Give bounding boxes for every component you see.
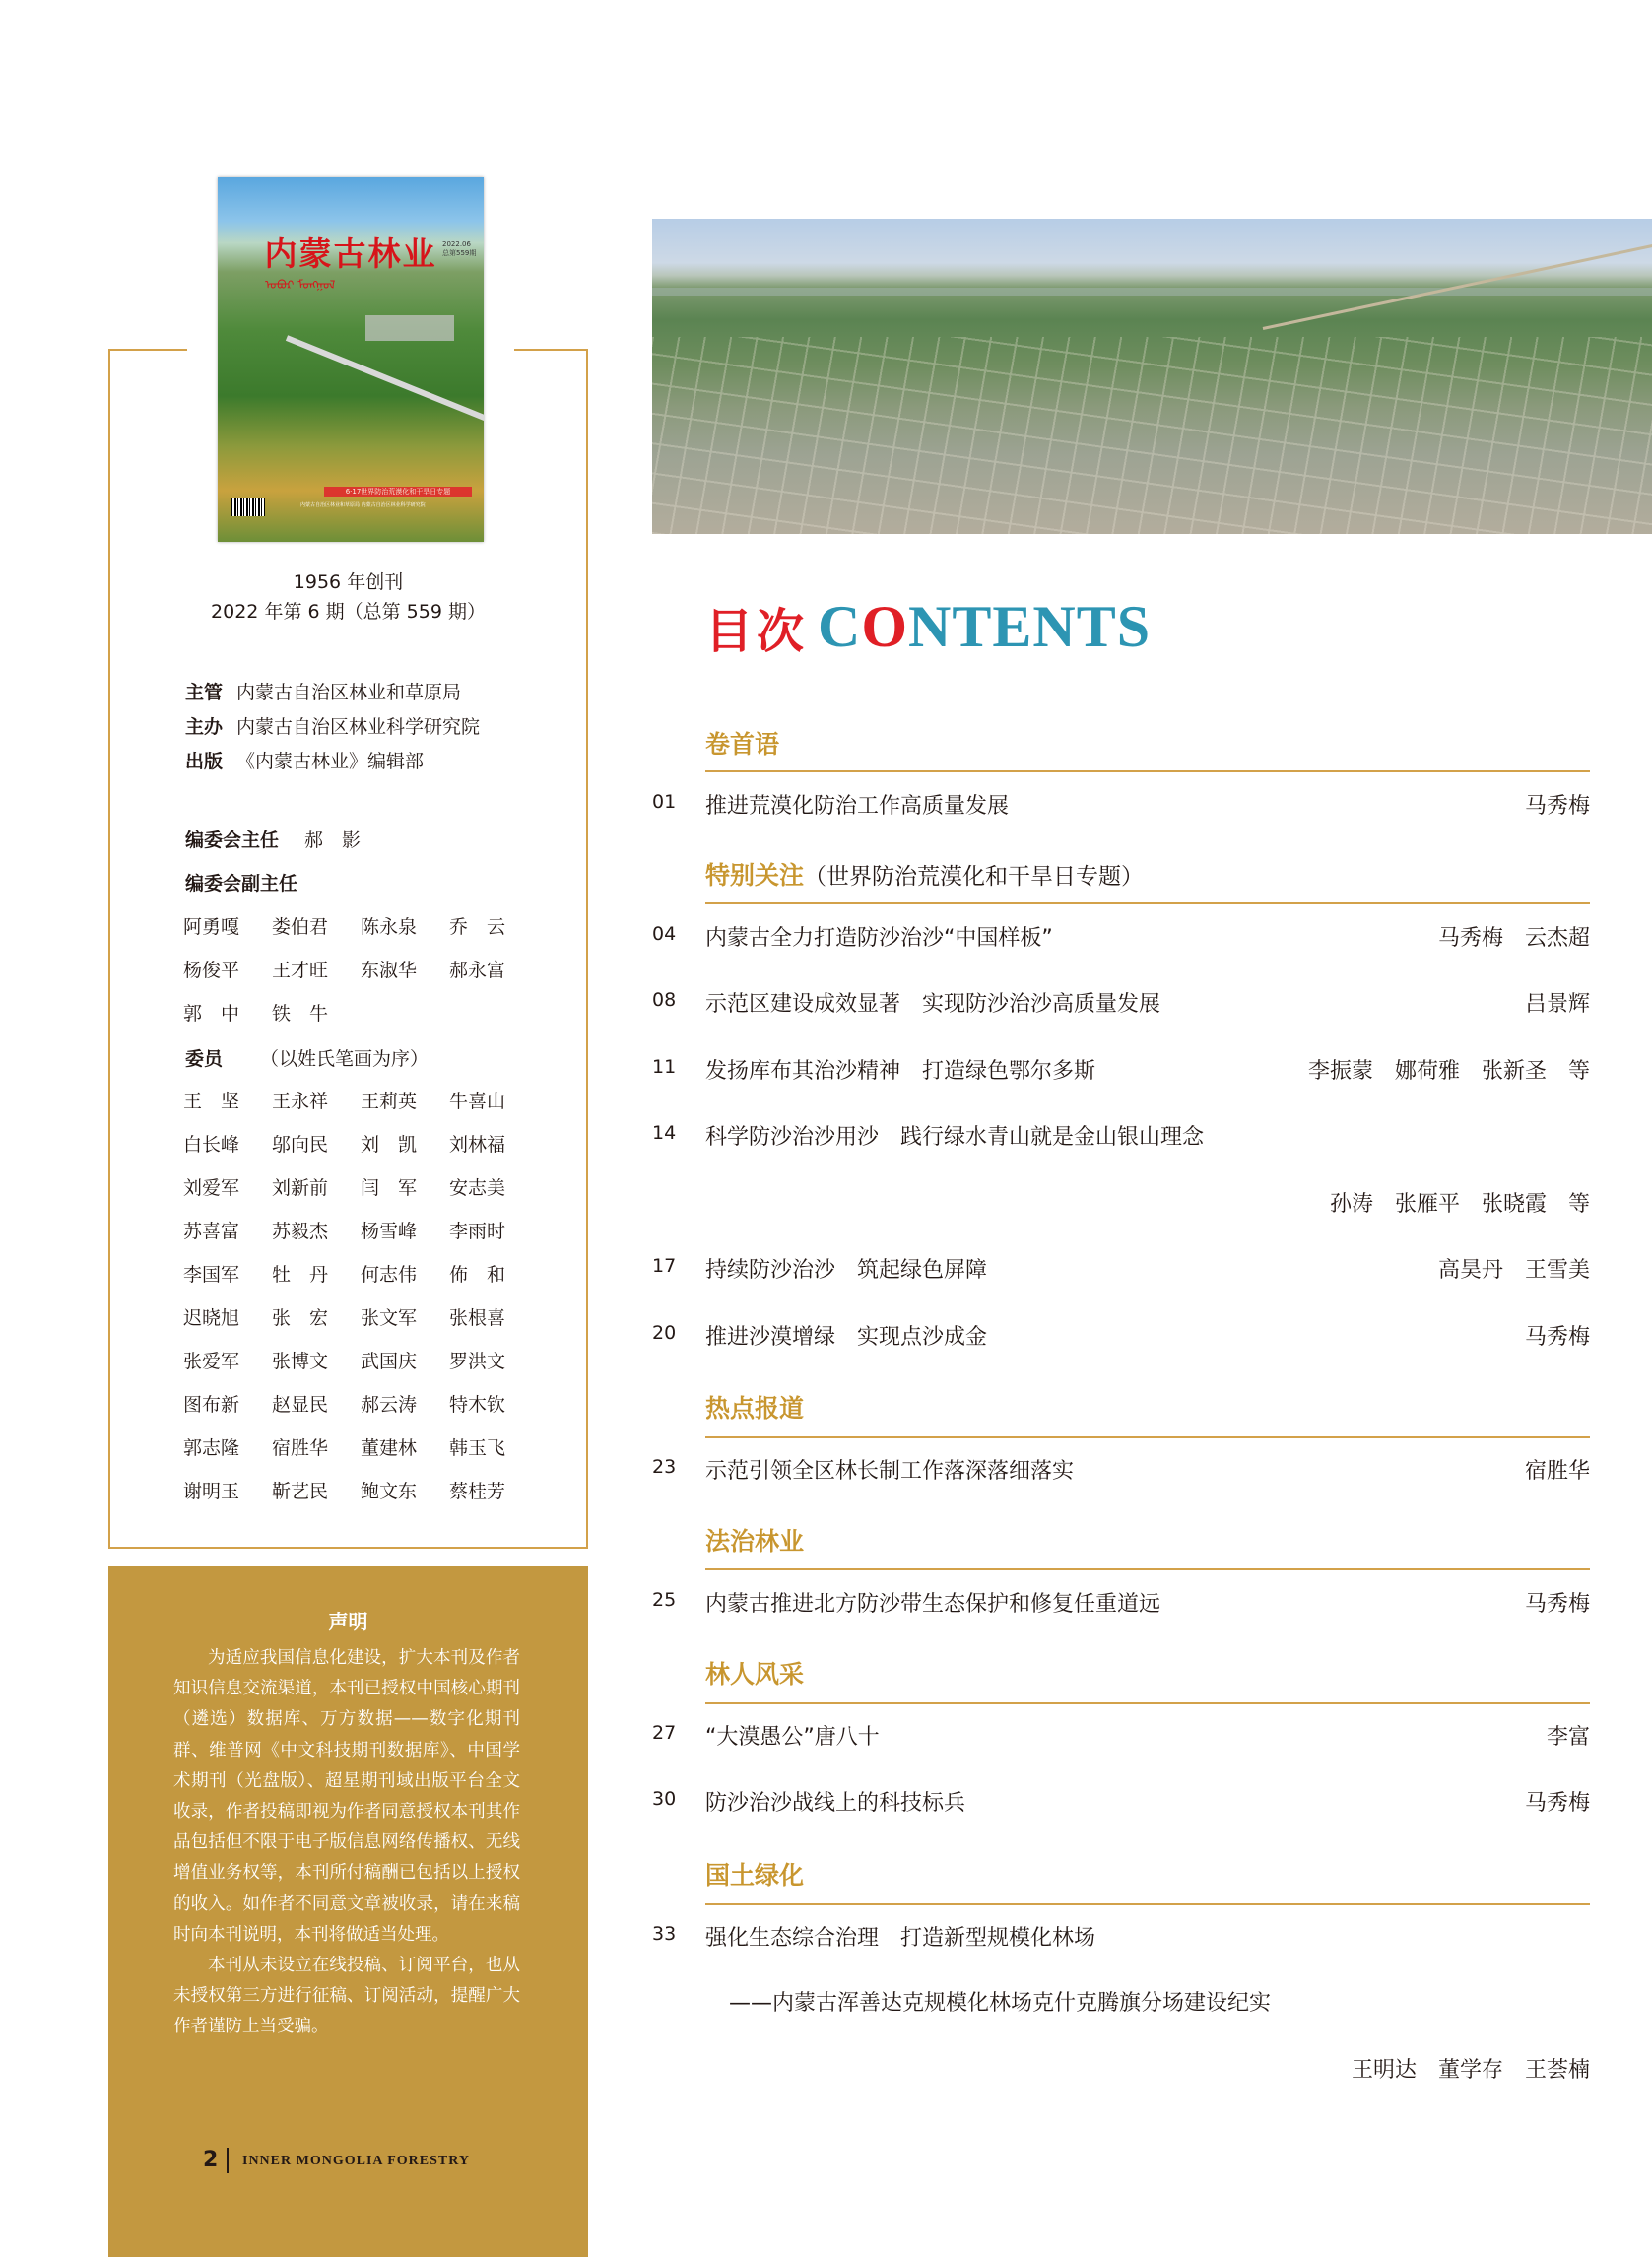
person-name: 蔡桂芳	[449, 1481, 506, 1502]
contents-title-en-o: O	[861, 594, 909, 659]
person-name: 牡 丹	[272, 1264, 329, 1286]
toc-entry[interactable]	[652, 1320, 1590, 1350]
person-name: 牛喜山	[449, 1091, 506, 1112]
person-name: 赵显民	[272, 1394, 329, 1416]
page-divider	[227, 2148, 229, 2173]
person-name: 杨俊平	[183, 960, 240, 981]
contents-title	[705, 593, 1152, 659]
photo-grid	[652, 337, 1652, 534]
section-name: 卷首语	[705, 730, 780, 759]
org-row	[185, 712, 480, 739]
person-name: 李雨时	[449, 1221, 506, 1242]
person-name: 罗洪文	[449, 1351, 506, 1372]
contents-title-cn: 目次	[705, 604, 809, 659]
person-name: 图布新	[183, 1394, 240, 1416]
toc-author: 孙涛 张雁平 张晓霞 等	[1329, 1192, 1590, 1217]
section-heading	[705, 725, 779, 761]
person-name: 安志美	[449, 1177, 506, 1199]
section-name: 国土绿化	[705, 1861, 805, 1890]
toc-entry[interactable]	[652, 1054, 1590, 1084]
toc-title: 科学防沙治沙用沙 践行绿水青山就是金山银山理念	[705, 1125, 1205, 1150]
toc-page: 01	[652, 791, 677, 813]
person-name: 郝云涛	[361, 1394, 418, 1416]
barcode-icon	[231, 498, 265, 516]
cover-town	[365, 315, 454, 341]
person-name: 王 坚	[183, 1091, 240, 1112]
person-name: 刘新前	[272, 1177, 329, 1199]
person-name: 王永祥	[272, 1091, 329, 1112]
toc-page: 08	[652, 989, 677, 1011]
section-note: （世界防治荒漠化和干旱日专题）	[804, 864, 1145, 890]
photo-horizon	[652, 288, 1652, 296]
toc-page: 11	[652, 1056, 677, 1078]
contents-title-en-rest: NTENTS	[908, 594, 1152, 659]
toc-author: 王明达 董学存 王荟楠	[1351, 2058, 1590, 2083]
toc-title: 内蒙古全力打造防沙治沙“中国样板”	[705, 926, 1053, 951]
person-name: 特木钦	[449, 1394, 506, 1416]
person-name: 刘 凯	[361, 1134, 418, 1156]
person-name: 韩玉飞	[449, 1437, 506, 1459]
toc-title: 推进荒漠化防治工作高质量发展	[705, 794, 1010, 819]
section-rule	[705, 1568, 1590, 1570]
person-name: 张博文	[272, 1351, 329, 1372]
person-name: 苏喜富	[183, 1221, 240, 1242]
person-name: 刘林福	[449, 1134, 506, 1156]
org-label: 出版	[185, 751, 224, 772]
org-label: 主办	[185, 716, 224, 738]
person-name: 郭志隆	[183, 1437, 240, 1459]
person-name: 郭 中	[183, 1003, 240, 1025]
person-name: 闫 军	[361, 1177, 418, 1199]
cover-band-text: 6·17世界防治荒漠化和干旱日专题	[345, 488, 451, 496]
cover-issue: 2022.06 总第559期	[442, 240, 477, 257]
toc-entry[interactable]	[652, 1454, 1590, 1484]
toc-author: 吕景辉	[1524, 992, 1590, 1017]
toc-page: 33	[652, 1923, 677, 1945]
section-name: 特别关注	[705, 861, 805, 890]
toc-entry[interactable]	[652, 987, 1590, 1017]
toc-author: 高昊丹 王雪美	[1437, 1258, 1590, 1283]
cover-subtitle: ᠣᠪᠣᠷ ᠮᠣᠩᠭᠣᠯ	[265, 278, 336, 292]
org-row	[185, 747, 424, 773]
board-members-label: 委员	[185, 1048, 224, 1070]
person-name: 苏毅杰	[272, 1221, 329, 1242]
section-heading	[705, 1522, 804, 1558]
toc-page: 25	[652, 1589, 677, 1611]
toc-author: 马秀梅 云杰超	[1437, 926, 1590, 951]
section-rule	[705, 902, 1590, 904]
toc-page: 04	[652, 923, 677, 945]
person-name: 王才旺	[272, 960, 329, 981]
toc-title: 防沙治沙战线上的科技标兵	[705, 1791, 966, 1816]
person-name: 佈 和	[449, 1264, 506, 1286]
board-members-note: （以姓氏笔画为序）	[260, 1048, 430, 1070]
org-row	[185, 678, 461, 704]
contents-title-en-c: C	[818, 594, 862, 659]
section-rule	[705, 1702, 1590, 1704]
toc-title: 内蒙古推进北方防沙带生态保护和修复任重道远	[705, 1592, 1161, 1617]
toc-page: 27	[652, 1722, 677, 1744]
toc-title: 推进沙漠增绿 实现点沙成金	[705, 1325, 988, 1350]
section-heading	[705, 1655, 804, 1691]
photo-path	[1263, 221, 1652, 330]
notice-paragraph: 为适应我国信息化建设，扩大本刊及作者知识信息交流渠道，本刊已授权中国核心期刊（遴选）数据库、万方数据——数字化期刊群、维普网《中文科技期刊数据库》、中国学术期刊（光盘版）、超星期刊域出版平台全文收录，作者投稿即视为作者同意授权本刊其作品包括但不限于电子版信息网络传播权、无线增值业务权等，本刊所付稿酬已包括以上授权的收入。如作者不同意文章被收录，请在来稿时向本刊说明，本刊将做适当处理。	[173, 1648, 520, 1945]
toc-page: 17	[652, 1255, 677, 1277]
person-name: 杨雪峰	[361, 1221, 418, 1242]
header-photo	[652, 219, 1652, 534]
person-name: 邬向民	[272, 1134, 329, 1156]
cover-band	[324, 487, 472, 497]
frame-line	[586, 349, 588, 1549]
page-number: 2	[203, 2148, 219, 2172]
person-name: 何志伟	[361, 1264, 418, 1286]
contents-title-en	[818, 593, 1151, 661]
toc-author: 马秀梅	[1524, 794, 1590, 819]
frame-line	[108, 349, 110, 1549]
toc-page: 20	[652, 1322, 677, 1344]
frame-line	[514, 349, 588, 351]
org-value: 内蒙古自治区林业科学研究院	[236, 716, 481, 738]
toc-entry[interactable]	[652, 789, 1590, 819]
founded-year: 1956 年创刊	[293, 571, 404, 593]
toc-title: 示范引领全区林长制工作落深落细落实	[705, 1459, 1075, 1484]
toc-entry[interactable]	[652, 921, 1590, 951]
org-value: 《内蒙古林业》编辑部	[236, 751, 425, 772]
magazine-name: INNER MONGOLIA FORESTRY	[242, 2154, 470, 2168]
person-name: 乔 云	[449, 916, 506, 938]
org-label: 主管	[185, 682, 224, 703]
person-name: 张爱军	[183, 1351, 240, 1372]
toc-title: 强化生态综合治理 打造新型规模化林场	[705, 1926, 1096, 1951]
toc-title: 示范区建设成效显著 实现防沙治沙高质量发展	[705, 992, 1161, 1017]
toc-entry[interactable]	[652, 1120, 1590, 1150]
person-name: 靳艺民	[272, 1481, 329, 1502]
section-rule	[705, 1436, 1590, 1438]
toc-entry[interactable]	[652, 1587, 1590, 1617]
toc-author: 马秀梅	[1524, 1791, 1590, 1816]
cover-image	[218, 177, 484, 542]
toc-entry[interactable]	[652, 1786, 1590, 1816]
toc-page: 14	[652, 1122, 677, 1144]
frame-line	[108, 349, 187, 351]
toc-page: 30	[652, 1788, 677, 1810]
person-name: 陈永泉	[361, 916, 418, 938]
person-name: 谢明玉	[183, 1481, 240, 1502]
person-name: 董建林	[361, 1437, 418, 1459]
cover-road	[286, 335, 484, 429]
notice-title: 声明	[328, 1610, 368, 1633]
person-name: 王莉英	[361, 1091, 418, 1112]
section-name: 法治林业	[705, 1527, 805, 1556]
toc-title: 持续防沙治沙 筑起绿色屏障	[705, 1258, 988, 1283]
toc-entry[interactable]	[652, 1921, 1590, 1951]
person-name: 阿勇嘎	[183, 916, 240, 938]
frame-line	[108, 1547, 588, 1549]
toc-author: 李振蒙 娜荷雅 张新圣 等	[1307, 1059, 1590, 1084]
person-name: 白长峰	[183, 1134, 240, 1156]
section-name: 热点报道	[705, 1394, 805, 1423]
person-name: 武国庆	[361, 1351, 418, 1372]
cover-title: 内蒙古林业	[264, 234, 437, 273]
section-heading	[705, 856, 1144, 892]
person-name: 鲍文东	[361, 1481, 418, 1502]
section-rule	[705, 1903, 1590, 1905]
board-chief-name: 郝 影	[304, 830, 362, 851]
section-name: 林人风采	[705, 1660, 805, 1689]
toc-author: 马秀梅	[1524, 1592, 1590, 1617]
toc-entry[interactable]	[652, 1720, 1590, 1750]
toc-page: 23	[652, 1456, 677, 1478]
notice-body	[173, 1643, 520, 2043]
toc-author: 马秀梅	[1524, 1325, 1590, 1350]
issue-number: 2022 年第 6 期（总第 559 期）	[211, 601, 486, 623]
toc-subtitle: ——内蒙古浑善达克规模化林场克什克腾旗分场建设纪实	[729, 1991, 1272, 2016]
toc-entry[interactable]	[652, 1253, 1590, 1283]
toc-title: “大漠愚公”唐八十	[705, 1725, 880, 1750]
board-chief	[185, 826, 361, 852]
person-name: 郝永富	[449, 960, 506, 981]
person-name: 宿胜华	[272, 1437, 329, 1459]
section-heading	[705, 1856, 804, 1892]
toc-author: 李富	[1546, 1725, 1590, 1750]
notice-paragraph: 本刊从未设立在线投稿、订阅平台，也从未授权第三方进行征稿、订阅活动，提醒广大作者谨防上当受骗。	[173, 1956, 520, 2037]
person-name: 刘爱军	[183, 1177, 240, 1199]
person-name: 迟晓旭	[183, 1307, 240, 1329]
person-name: 张 宏	[272, 1307, 329, 1329]
person-name: 张根喜	[449, 1307, 506, 1329]
person-name: 东淑华	[361, 960, 418, 981]
notice-box	[108, 1566, 588, 2257]
org-value: 内蒙古自治区林业和草原局	[236, 682, 462, 703]
person-name: 娄伯君	[272, 916, 329, 938]
section-heading	[705, 1389, 804, 1425]
cover-fine-print: 内蒙古自治区林业和草原局 内蒙古自治区林业科学研究院	[300, 502, 426, 508]
toc-author: 宿胜华	[1524, 1459, 1590, 1484]
board-chief-label: 编委会主任	[185, 830, 280, 851]
person-name: 李国军	[183, 1264, 240, 1286]
section-rule	[705, 770, 1590, 772]
person-name: 铁 牛	[272, 1003, 329, 1025]
toc-title: 发扬库布其治沙精神 打造绿色鄂尔多斯	[705, 1059, 1096, 1084]
board-deputy-label: 编委会副主任	[185, 873, 298, 895]
person-name: 张文军	[361, 1307, 418, 1329]
